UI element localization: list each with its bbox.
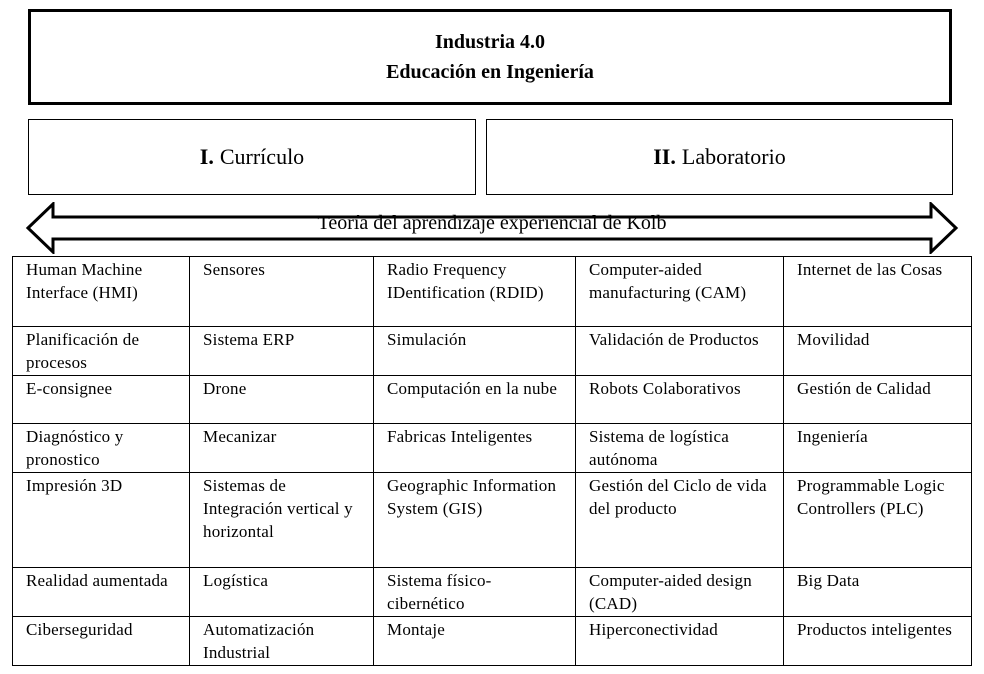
- table-cell: Automatización Industrial: [190, 617, 374, 666]
- table-cell: Sistema de logística autónoma: [576, 424, 784, 473]
- section-curriculo-number: I.: [199, 144, 214, 169]
- table-cell: Logística: [190, 568, 374, 617]
- table-cell: Sensores: [190, 257, 374, 327]
- table-cell: Geographic Information System (GIS): [374, 473, 576, 568]
- table-cell: Movilidad: [784, 327, 972, 376]
- table-row: [13, 376, 972, 424]
- table-cell: Productos inteligentes: [784, 617, 972, 666]
- table-cell: Sistema físico-cibernético: [374, 568, 576, 617]
- table-row: [13, 568, 972, 617]
- table-cell: Mecanizar: [190, 424, 374, 473]
- table-cell: Fabricas Inteligentes: [374, 424, 576, 473]
- table-cell: Gestión de Calidad: [784, 376, 972, 424]
- table-cell: Internet de las Cosas: [784, 257, 972, 327]
- table-cell: Radio Frequency IDentification (RDID): [374, 257, 576, 327]
- table-row: [13, 473, 972, 568]
- section-laboratorio-number: II.: [653, 144, 676, 169]
- title-line-1: Industria 4.0: [434, 31, 546, 53]
- table-cell: Montaje: [374, 617, 576, 666]
- table-cell: Gestión del Ciclo de vida del producto: [576, 473, 784, 568]
- table-cell: Computación en la nube: [374, 376, 576, 424]
- table-cell: Computer-aided manufacturing (CAM): [576, 257, 784, 327]
- section-laboratorio: [486, 119, 953, 195]
- table-cell: Drone: [190, 376, 374, 424]
- topics-table-body: [13, 257, 972, 666]
- table-cell: Realidad aumentada: [13, 568, 190, 617]
- table-cell: Human Machine Interface (HMI): [13, 257, 190, 327]
- table-cell: Simulación: [374, 327, 576, 376]
- title-box: [28, 9, 952, 105]
- section-curriculo-label: Currículo: [219, 144, 305, 169]
- table-cell: Computer-aided design (CAD): [576, 568, 784, 617]
- table-cell: Ciberseguridad: [13, 617, 190, 666]
- table-cell: Planificación de procesos: [13, 327, 190, 376]
- section-curriculo: [28, 119, 476, 195]
- table-cell: Impresión 3D: [13, 473, 190, 568]
- table-cell: Diagnóstico y pronostico: [13, 424, 190, 473]
- table-cell: Sistemas de Integración vertical y horizontal: [190, 473, 374, 568]
- table-cell: Ingeniería: [784, 424, 972, 473]
- table-cell: E-consignee: [13, 376, 190, 424]
- table-cell: Robots Colaborativos: [576, 376, 784, 424]
- table-cell: Big Data: [784, 568, 972, 617]
- table-row: [13, 327, 972, 376]
- table-row: [13, 257, 972, 327]
- title-line-2: Educación en Ingeniería: [386, 61, 594, 83]
- table-row: [13, 617, 972, 666]
- table-cell: Validación de Productos: [576, 327, 784, 376]
- section-laboratorio-label: Laboratorio: [681, 144, 786, 169]
- table-cell: Programmable Logic Controllers (PLC): [784, 473, 972, 568]
- table-cell: Sistema ERP: [190, 327, 374, 376]
- table-row: [13, 424, 972, 473]
- theory-label: Teoría del aprendizaje experiencial de Kolb: [317, 212, 667, 234]
- table-cell: Hiperconectividad: [576, 617, 784, 666]
- topics-table: [12, 256, 972, 666]
